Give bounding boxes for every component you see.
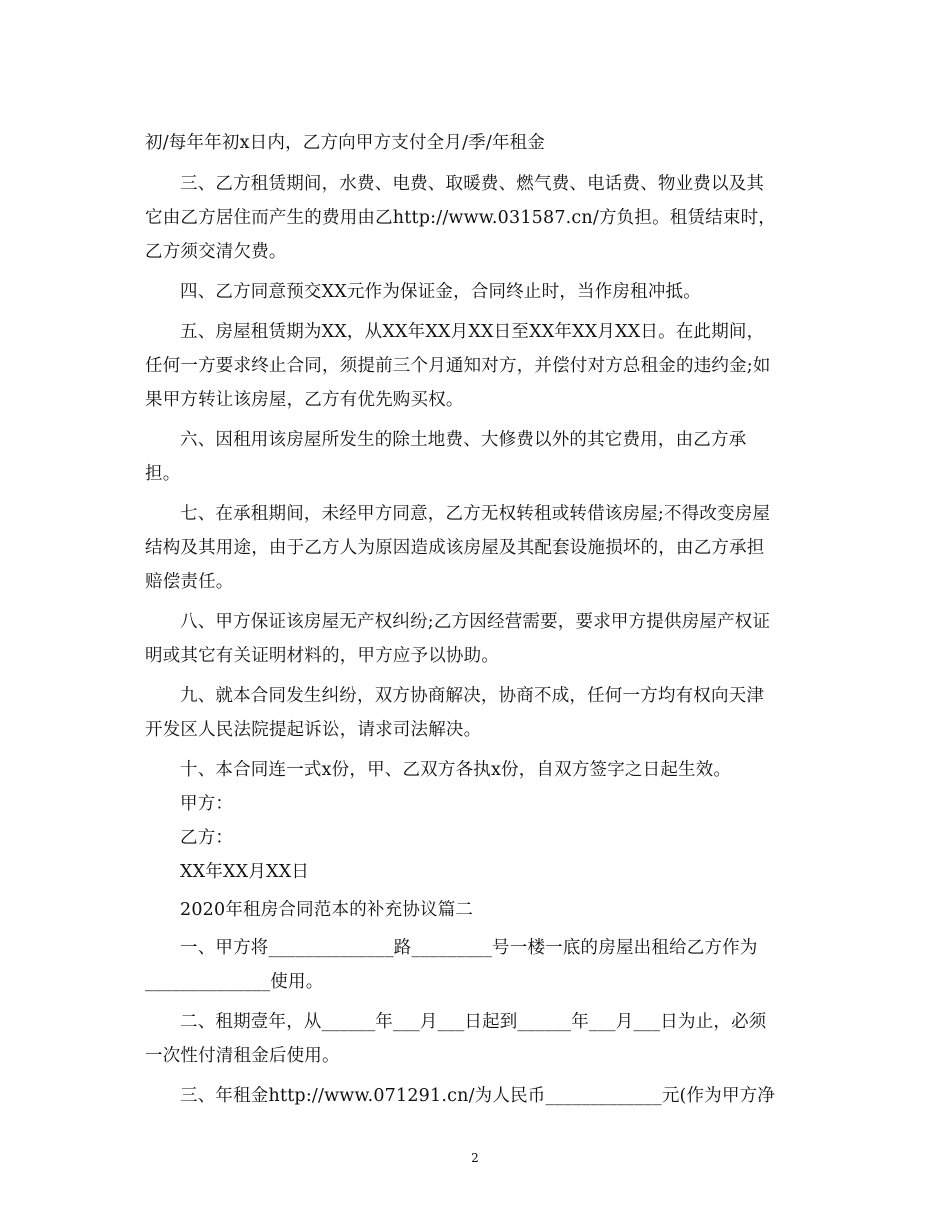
paragraph-line: 七、在承租期间，未经甲方同意，乙方无权转租或转借该房屋;不得改变房屋 (180, 504, 771, 524)
paragraph-line: 三、年租金http://www.071291.cn/为人民币_____________元(作为甲方净 (180, 1086, 776, 1106)
section-heading: 2020年租房合同范本的补充协议篇二 (180, 900, 474, 920)
text-line: 它由乙方居住而产生的费用由乙http://www.031587.cn/方负担。租赁结束时， (145, 208, 776, 228)
signature-party-a: 甲方： (180, 794, 234, 814)
paragraph-line: 二、租期壹年，从______年___月___日起到______年___月___日为止，必须 (180, 1012, 767, 1032)
paragraph-line: 四、乙方同意预交XX元作为保证金，合同终止时，当作房租冲抵。 (180, 282, 701, 302)
signature-party-b: 乙方： (180, 828, 234, 848)
page-number: 2 (471, 1151, 479, 1165)
paragraph-line: 三、乙方租赁期间，水费、电费、取暖费、燃气费、电话费、物业费以及其 (180, 174, 765, 194)
text-line: 一次性付清租金后使用。 (145, 1046, 340, 1066)
text-line: 任何一方要求终止合同，须提前三个月通知对方，并偿付对方总租金的违约金;如 (145, 356, 771, 376)
text-line: 结构及其用途，由于乙方人为原因造成该房屋及其配套设施损坏的，由乙方承担 (145, 538, 765, 558)
text-line: ______________使用。 (145, 972, 324, 992)
text-line: 赔偿责任。 (145, 572, 234, 592)
paragraph-line: 一、甲方将______________路_________号一楼一底的房屋出租给乙方作为 (180, 938, 758, 958)
paragraph-line: 十、本合同连一式x份，甲、乙双方各执x份，自双方签字之日起生效。 (180, 760, 732, 780)
paragraph-line: 八、甲方保证该房屋无产权纠纷;乙方因经营需要，要求甲方提供房屋产权证 (180, 612, 771, 632)
text-line: 果甲方转让该房屋，乙方有优先购买权。 (145, 390, 464, 410)
text-line: 开发区人民法院提起诉讼，请求司法解决。 (145, 720, 482, 740)
text-line: 担。 (145, 464, 181, 484)
signature-date: XX年XX月XX日 (180, 862, 310, 882)
paragraph-line: 五、房屋租赁期为XX，从XX年XX月XX日至XX年XX月XX日。在此期间， (180, 322, 765, 342)
text-line: 初/每年年初x日内，乙方向甲方支付全月/季/年租金 (145, 133, 546, 153)
paragraph-line: 九、就本合同发生纠纷，双方协商解决，协商不成，任何一方均有权向天津 (180, 686, 765, 706)
text-line: 乙方须交清欠费。 (145, 242, 287, 262)
text-line: 明或其它有关证明材料的，甲方应予以协助。 (145, 646, 499, 666)
paragraph-line: 六、因租用该房屋所发生的除土地费、大修费以外的其它费用，由乙方承 (180, 430, 747, 450)
